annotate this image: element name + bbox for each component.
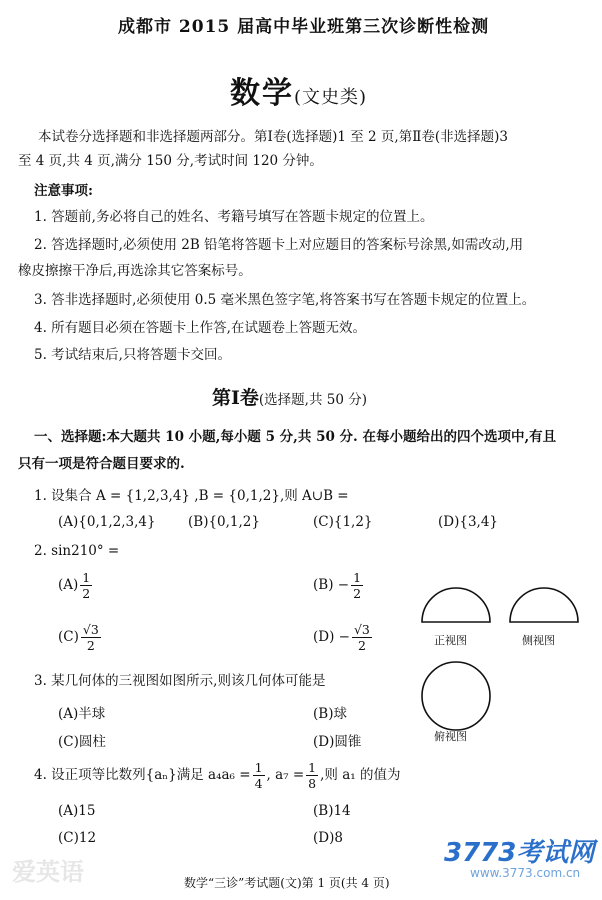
left-watermark: 爱英语 bbox=[12, 858, 84, 886]
question-4-option-b: (B)14 bbox=[313, 803, 351, 819]
subject-title bbox=[230, 68, 367, 112]
question-3-option-a: (A)半球 bbox=[58, 706, 106, 722]
intro-line-2: 至 4 页,共 4 页,满分 150 分,考试时间 120 分钟。 bbox=[18, 153, 323, 169]
question-4-option-a: (A)15 bbox=[58, 803, 96, 819]
exam-title: 成都市 2015 届高中毕业班第三次诊断性检测 bbox=[118, 17, 490, 37]
question-1-option-d: (D){3,4} bbox=[438, 514, 499, 530]
notes-heading: 注意事项: bbox=[34, 183, 93, 199]
section-1-instruction-line-1: 一、选择题:本大题共 10 小题,每小题 5 分,共 50 分. 在每小题给出的四个选项中,有且 bbox=[34, 429, 557, 445]
top-view-circle bbox=[422, 662, 490, 730]
front-view-semicircle bbox=[422, 588, 490, 622]
side-view-caption: 侧视图 bbox=[522, 634, 555, 647]
section-1-name: 第Ⅰ卷 bbox=[212, 387, 259, 409]
question-2-option-d bbox=[313, 622, 374, 653]
stem-suffix: ,则 a₁ 的值为 bbox=[320, 767, 401, 783]
stem-prefix: 4. 设正项等比数列{aₙ}满足 a₄a₆ = bbox=[34, 767, 251, 783]
notes-item-5: 5. 考试结束后,只将答题卡交回。 bbox=[34, 347, 231, 363]
question-3-option-c: (C)圆柱 bbox=[58, 734, 106, 750]
numerator: √3 bbox=[353, 622, 370, 637]
option-label: (D) bbox=[313, 629, 335, 645]
denominator: 8 bbox=[308, 776, 317, 791]
section-1-subtitle: (选择题,共 50 分) bbox=[258, 392, 367, 408]
subject-name: 数学 bbox=[230, 76, 294, 111]
numerator: 1 bbox=[82, 570, 91, 585]
subject-type: (文史类) bbox=[294, 87, 368, 108]
question-1-stem: 1. 设集合 A = {1,2,3,4} ,B = {0,1,2},则 A∪B = bbox=[34, 488, 349, 504]
side-view-semicircle bbox=[510, 588, 578, 622]
fraction bbox=[253, 760, 265, 791]
question-1-option-a: (A){0,1,2,3,4} bbox=[58, 514, 156, 530]
question-2-option-c bbox=[58, 622, 103, 653]
fraction bbox=[81, 622, 101, 653]
notes-item-3: 3. 答非选择题时,必须使用 0.5 毫米黑色签字笔,将答案书写在答题卡规定的位置上。 bbox=[34, 292, 536, 308]
question-2-option-b bbox=[313, 570, 365, 601]
notes-item-1: 1. 答题前,务必将自己的姓名、考籍号填写在答题卡规定的位置上。 bbox=[34, 209, 434, 225]
question-3-stem: 3. 某几何体的三视图如图所示,则该几何体可能是 bbox=[34, 673, 326, 689]
question-1-option-b: (B){0,1,2} bbox=[188, 514, 260, 530]
option-label: (C) bbox=[58, 629, 79, 645]
fraction bbox=[352, 622, 372, 653]
option-label: (A) bbox=[58, 577, 79, 593]
denominator: 2 bbox=[357, 638, 366, 653]
question-4-option-c: (C)12 bbox=[58, 830, 97, 846]
question-3-option-b: (B)球 bbox=[313, 706, 347, 722]
option-label: (B) bbox=[313, 577, 334, 593]
brand-watermark: 3773考试网 bbox=[444, 838, 595, 868]
intro-line-1: 本试卷分选择题和非选择题两部分。第Ⅰ卷(选择题)1 至 2 页,第Ⅱ卷(非选择题)3 bbox=[38, 129, 509, 145]
stem-mid: , a₇ = bbox=[266, 767, 305, 783]
top-view-caption: 俯视图 bbox=[434, 730, 467, 743]
denominator: 2 bbox=[82, 586, 91, 601]
minus-sign: − bbox=[337, 577, 350, 593]
notes-item-2-line-1: 2. 答选择题时,必须使用 2B 铅笔将答题卡上对应题目的答案标号涂黑,如需改动,用 bbox=[34, 237, 524, 253]
question-4-option-d: (D)8 bbox=[313, 830, 343, 846]
fraction bbox=[80, 570, 92, 601]
question-2-stem: 2. sin210° = bbox=[34, 543, 120, 559]
brand-url-watermark: www.3773.com.cn bbox=[470, 866, 581, 880]
numerator: √3 bbox=[82, 622, 99, 637]
question-1-option-c: (C){1,2} bbox=[313, 514, 373, 530]
fraction bbox=[351, 570, 363, 601]
numerator: 1 bbox=[308, 760, 317, 775]
front-view-caption: 正视图 bbox=[434, 634, 467, 647]
numerator: 1 bbox=[353, 570, 362, 585]
fraction bbox=[306, 760, 318, 791]
notes-item-2-line-2: 橡皮擦擦干净后,再选涂其它答案标号。 bbox=[18, 263, 252, 279]
three-view-figure bbox=[410, 582, 590, 742]
notes-item-4: 4. 所有题目必须在答题卡上作答,在试题卷上答题无效。 bbox=[34, 320, 366, 336]
minus-sign: − bbox=[338, 629, 350, 645]
section-1-instruction-line-2: 只有一项是符合题目要求的. bbox=[18, 456, 185, 472]
denominator: 2 bbox=[353, 586, 362, 601]
page-footer: 数学“三诊”考试题(文)第 1 页(共 4 页) bbox=[184, 876, 390, 890]
section-1-title bbox=[212, 383, 367, 410]
question-4-stem bbox=[34, 760, 400, 791]
numerator: 1 bbox=[254, 760, 263, 775]
denominator: 4 bbox=[254, 776, 263, 791]
question-2-option-a bbox=[58, 570, 94, 601]
question-3-option-d: (D)圆锥 bbox=[313, 734, 362, 750]
denominator: 2 bbox=[86, 638, 95, 653]
